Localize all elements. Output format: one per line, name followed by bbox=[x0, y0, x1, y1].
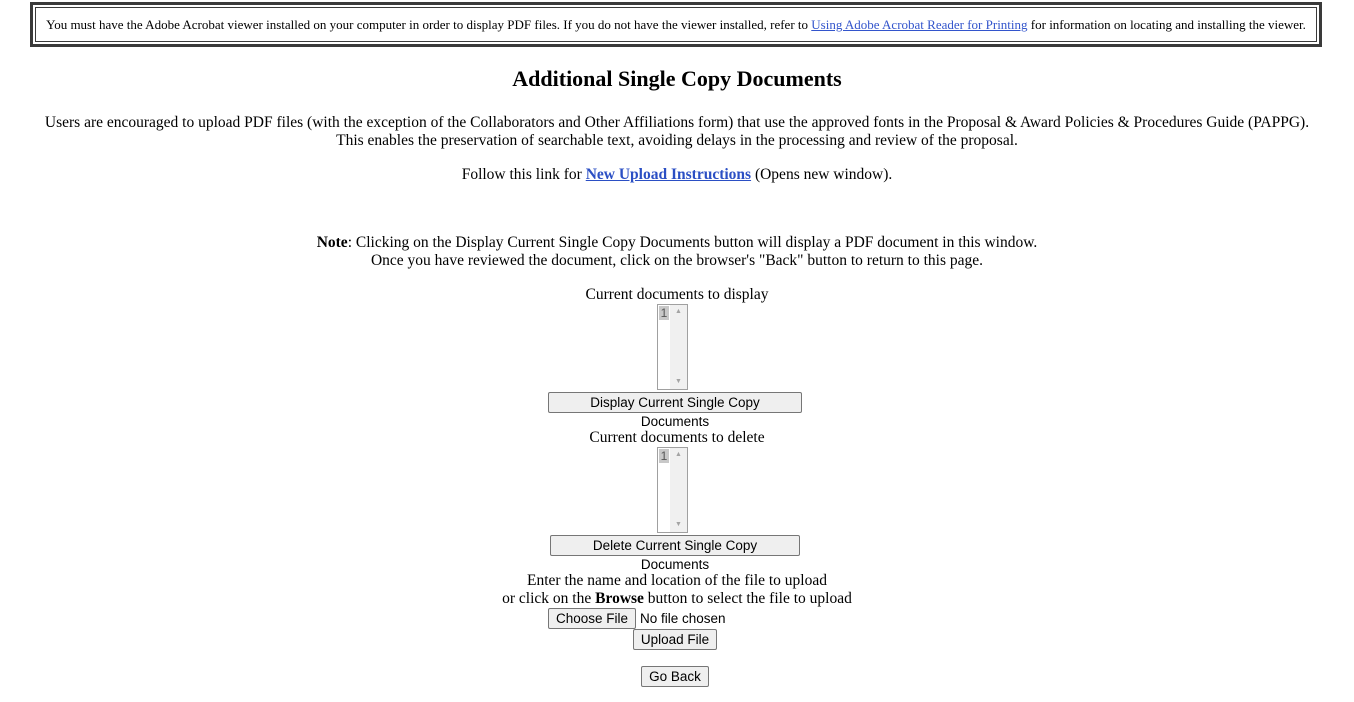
upload-line-2-before: or click on the bbox=[502, 590, 596, 607]
delete-listbox-scrollbar[interactable] bbox=[670, 448, 687, 532]
intro-paragraph bbox=[0, 114, 1354, 150]
notice-text-after: for information on locating and installing the viewer. bbox=[1027, 17, 1306, 32]
note-line-1 bbox=[0, 234, 1354, 252]
acrobat-reader-link[interactable]: Using Adobe Acrobat Reader for Printing bbox=[811, 17, 1028, 32]
display-documents-label: Current documents to display bbox=[585, 286, 769, 303]
follow-link-line bbox=[0, 166, 1354, 184]
note-paragraph bbox=[0, 234, 1354, 270]
follow-text-after: (Opens new window). bbox=[751, 166, 893, 183]
note-line-2: Once you have reviewed the document, click on the browser's "Back" button to return to this page. bbox=[370, 252, 984, 269]
upload-line-2-after: button to select the file to upload bbox=[643, 590, 852, 607]
upload-file-button[interactable]: Upload File bbox=[633, 629, 717, 650]
scroll-up-arrow-icon[interactable]: ▲ bbox=[675, 451, 682, 458]
upload-instructions bbox=[0, 572, 1354, 608]
new-upload-instructions-link[interactable]: New Upload Instructions bbox=[585, 166, 752, 183]
intro-line-2: This enables the preservation of searchable text, avoiding delays in the processing and review of the proposal. bbox=[336, 132, 1018, 149]
go-back-button[interactable]: Go Back bbox=[641, 666, 709, 687]
browse-emphasis: Browse bbox=[595, 590, 644, 607]
delete-documents-label: Current documents to delete bbox=[589, 429, 765, 446]
choose-file-button[interactable]: Choose File bbox=[548, 608, 636, 629]
display-documents-option[interactable]: 1 bbox=[660, 306, 668, 320]
acrobat-notice-text bbox=[35, 7, 1317, 42]
upload-line-1: Enter the name and location of the file to upload bbox=[527, 572, 827, 589]
page-title: Additional Single Copy Documents bbox=[512, 66, 842, 91]
delete-current-documents-button[interactable]: Delete Current Single Copy Documents bbox=[550, 535, 800, 556]
note-line-1-text: : Clicking on the Display Current Single Copy Documents button will display a PDF document in this window. bbox=[347, 234, 1038, 251]
delete-documents-listbox[interactable] bbox=[657, 447, 688, 533]
notice-text-before: You must have the Adobe Acrobat viewer installed on your computer in order to display PDF files. If you do not have the viewer installed, refer to bbox=[46, 17, 812, 32]
scroll-down-arrow-icon[interactable]: ▼ bbox=[675, 378, 682, 385]
note-label: Note bbox=[316, 234, 348, 251]
scroll-up-arrow-icon[interactable]: ▲ bbox=[675, 308, 682, 315]
display-current-documents-button[interactable]: Display Current Single Copy Documents bbox=[548, 392, 802, 413]
scroll-down-arrow-icon[interactable]: ▼ bbox=[675, 521, 682, 528]
acrobat-notice-box bbox=[30, 2, 1322, 47]
follow-text-before: Follow this link for bbox=[461, 166, 586, 183]
delete-documents-option[interactable]: 1 bbox=[660, 449, 668, 463]
intro-line-1: Users are encouraged to upload PDF files (with the exception of the Collaborators and Other Affiliations form) that use the approved fonts in the Proposal & Award Policies & Procedures Guide (PAPPG). bbox=[44, 114, 1310, 131]
display-listbox-scrollbar[interactable] bbox=[670, 305, 687, 389]
no-file-chosen-text: No file chosen bbox=[640, 611, 726, 626]
display-documents-listbox[interactable] bbox=[657, 304, 688, 390]
upload-line-2 bbox=[0, 590, 1354, 608]
